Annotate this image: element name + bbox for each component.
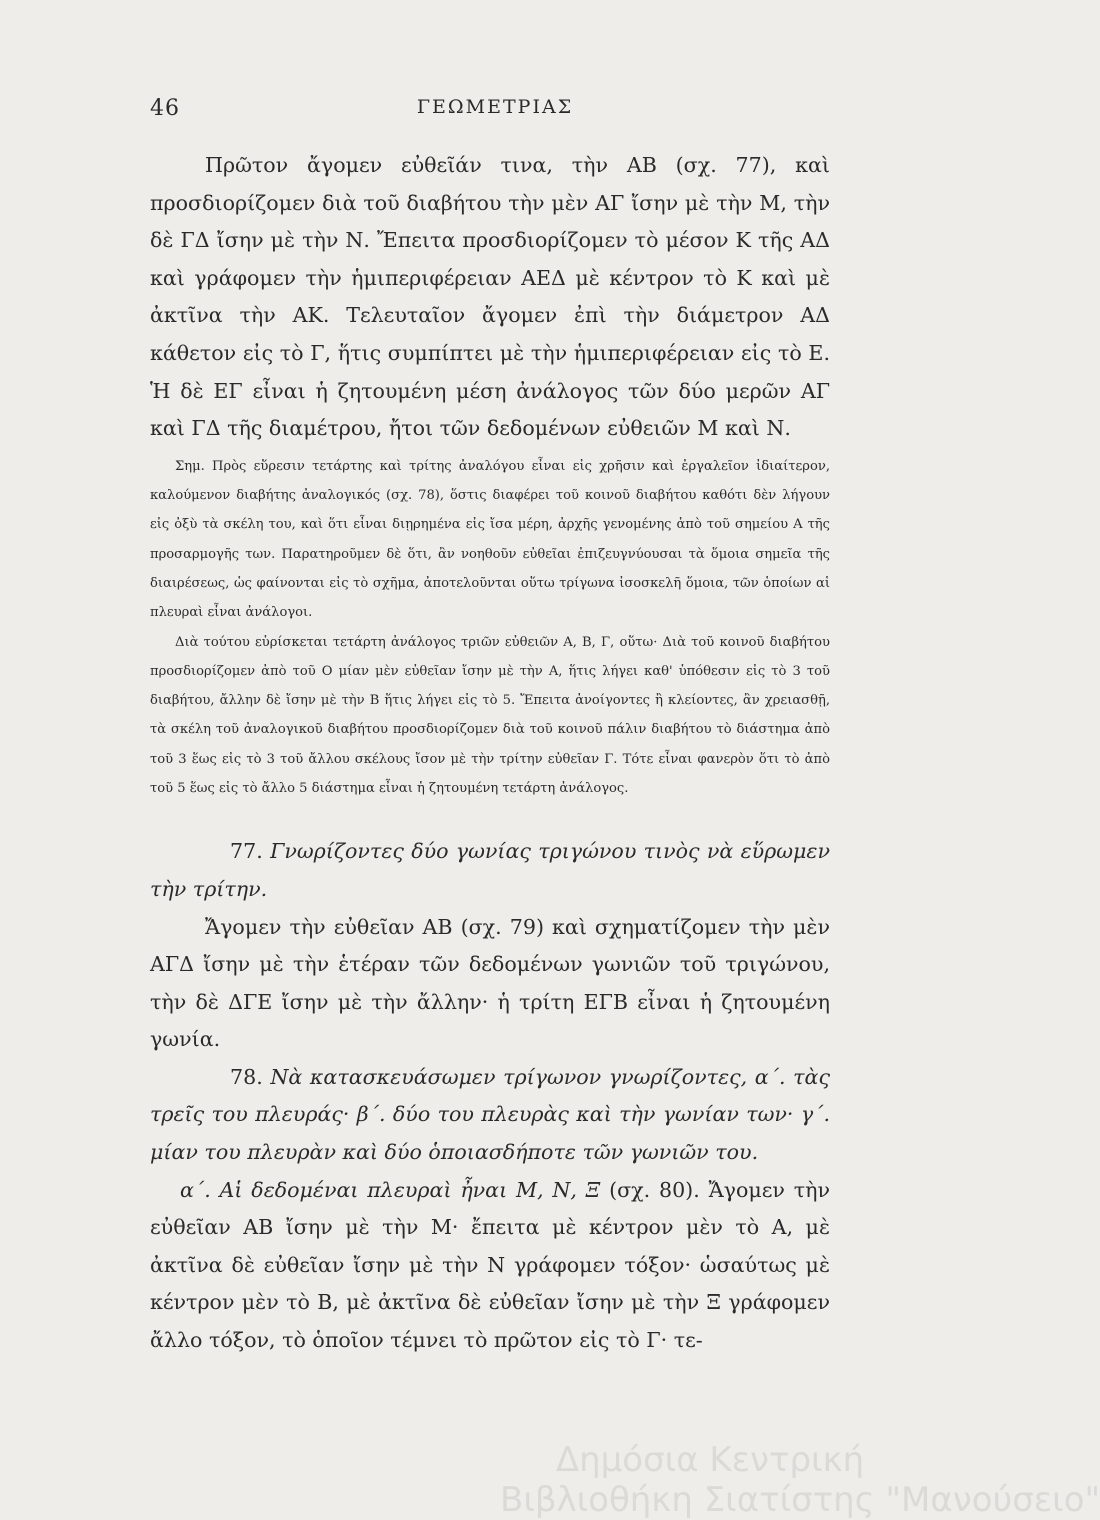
- running-title: ΓΕΩΜΕΤΡΙΑΣ: [416, 96, 574, 118]
- body-paragraph: Πρῶτον ἄγομεν εὐθεῖάν τινα, τὴν ΑΒ (σχ. 77), καὶ προσδιορίζομεν διὰ τοῦ διαβήτου τὴν μὲν ΑΓ ἴσην μὲ τὴν Μ, τὴν δὲ ΓΔ ἴσην μὲ τὴν Ν. Ἔπειτα προσδιορίζομεν τὸ μέσον Κ τῆς ΑΔ καὶ γράφομεν τὴν ἡμιπεριφέρειαν ΑΕΔ μὲ κέντρον τὸ Κ καὶ μὲ ἀκτῖνα τὴν ΑΚ. Τελευταῖον ἄγομεν ἐπὶ τὴν διάμετρον ΑΔ κάθετον εἰς τὸ Γ, ἥτις συμπίπτει μὲ τὴν ἡμιπεριφέρειαν εἰς τὸ Ε. Ἡ δὲ ΕΓ εἶναι ἡ ζητουμένη μέση ἀνάλογος τῶν δύο μερῶν ΑΓ καὶ ΓΔ τῆς διαμέτρου, ἤτοι τῶν δεδομένων εὐθειῶν Μ καὶ Ν.: [150, 153, 830, 441]
- section-number: 77.: [230, 839, 263, 864]
- body-paragraph: Ἄγομεν τὴν εὐθεῖαν ΑΒ (σχ. 79) καὶ σχηματίζομεν τὴν μὲν ΑΓΔ ἴσην μὲ τὴν ἑτέραν τῶν δεδομένων γωνιῶν τοῦ τριγώνου, τὴν δὲ ΔΓΕ ἴσην μὲ τὴν ἄλλην· ἡ τρίτη ΕΓΒ εἶναι ἡ ζητουμένη γωνία.: [150, 914, 830, 1052]
- section-title: Γνωρίζοντες δύο γωνίας τριγώνου τινὸς νὰ εὕρωμεν τὴν τρίτην.: [150, 839, 830, 901]
- footnote-paragraph: Σημ. Πρὸς εὕρεσιν τετάρτης καὶ τρίτης ἀναλόγου εἶναι εἰς χρῆσιν καὶ ἐργαλεῖον ἰδιαίτερον, καλούμενον διαβήτης ἀναλογικός (σχ. 78), ὅστις διαφέρει τοῦ κοινοῦ διαβήτου καθότι δὲν λήγουν εἰς ὀξὺ τὰ σκέλη του, καὶ ὅτι εἶναι διῃρημένα εἰς ἴσα μέρη, ἀρχῆς γενομένης ἀπὸ τοῦ σημείου Α τῆς προσαρμογῆς των. Παρατηροῦμεν δὲ ὅτι, ἂν νοηθοῦν εὐθεῖαι ἐπιζευγνύουσαι τὰ ὅμοια σημεῖα τῆς διαιρέσεως, ὡς φαίνονται εἰς τὸ σχῆμα, ἀποτελοῦνται οὕτω τρίγωνα ἰσοσκελῆ ὅμοια, τῶν ὁποίων αἱ πλευραὶ εἶναι ἀνάλογοι.: [150, 458, 830, 621]
- body-paragraph: [150, 1172, 830, 1360]
- page-header: [150, 96, 840, 126]
- section-title: Νὰ κατασκευάσωμεν τρίγωνον γνωρίζοντες, α΄. τὰς τρεῖς του πλευράς· β΄. δύο του πλευρὰς καὶ τὴν γωνίαν των· γ΄. μίαν του πλευρὰν καὶ δύο ὁποιασδήποτε τῶν γωνιῶν του.: [150, 1064, 830, 1165]
- section-heading-77: [150, 833, 830, 908]
- footnote-paragraph: Διὰ τούτου εὑρίσκεται τετάρτη ἀνάλογος τριῶν εὐθειῶν Α, Β, Γ, οὕτω· Διὰ τοῦ κοινοῦ διαβήτου προσδιορίζομεν ἀπὸ τοῦ Ο μίαν μὲν εὐθεῖαν ἴσην μὲ τὴν Α, ἥτις λήγει καθ' ὑπόθεσιν εἰς τὸ 3 τοῦ διαβήτου, ἄλλην δὲ ἴσην μὲ τὴν Β ἥτις λήγει εἰς τὸ 5. Ἔπειτα ἀνοίγοντες ἢ κλείοντες, ἂν χρειασθῇ, τὰ σκέλη τοῦ ἀναλογικοῦ διαβήτου προσδιορίζομεν διὰ τοῦ κοινοῦ πάλιν διαβήτου τὸ διάστημα ἀπὸ τοῦ 3 ἕως εἰς τὸ 3 τοῦ ἄλλου σκέλους ἴσον μὲ τὴν τρίτην εὐθεῖαν Γ. Τότε εἶναι φανερὸν ὅτι τὸ ἀπὸ τοῦ 5 ἕως εἰς τὸ ἄλλο 5 διάστημα εἶναι ἡ ζητουμένη τετάρτη ἀνάλογος.: [150, 634, 830, 797]
- case-text: (σχ. 80). Ἄγομεν τὴν εὐθεῖαν ΑΒ ἴσην μὲ τὴν Μ· ἔπειτα μὲ κέντρον μὲν τὸ Α, μὲ ἀκτῖνα δὲ εὐθεῖαν ἴσην μὲ τὴν Ν γράφομεν τόξον· ὡσαύτως μὲ κέντρον μὲν τὸ Β, μὲ ἀκτῖνα δὲ εὐθεῖαν ἴσην μὲ τὴν Ξ γράφομεν ἄλλο τόξον, τὸ ὁποῖον τέμνει τὸ πρῶτον εἰς τὸ Γ· τε-: [150, 1177, 831, 1353]
- watermark-line: Δημόσια Κεντρική: [555, 1440, 865, 1480]
- library-watermark: [500, 1440, 1100, 1520]
- page-number: 46: [150, 96, 180, 121]
- watermark-line: Βιβλιοθήκη Σιατίστης "Μανούσειο": [500, 1480, 1100, 1520]
- section-number: 78.: [230, 1064, 263, 1089]
- section-heading-78: [150, 1059, 830, 1172]
- page-body: [150, 147, 830, 1360]
- case-lead: α΄. Αἱ δεδομέναι πλευραὶ ἦναι Μ, Ν, Ξ: [180, 1177, 601, 1202]
